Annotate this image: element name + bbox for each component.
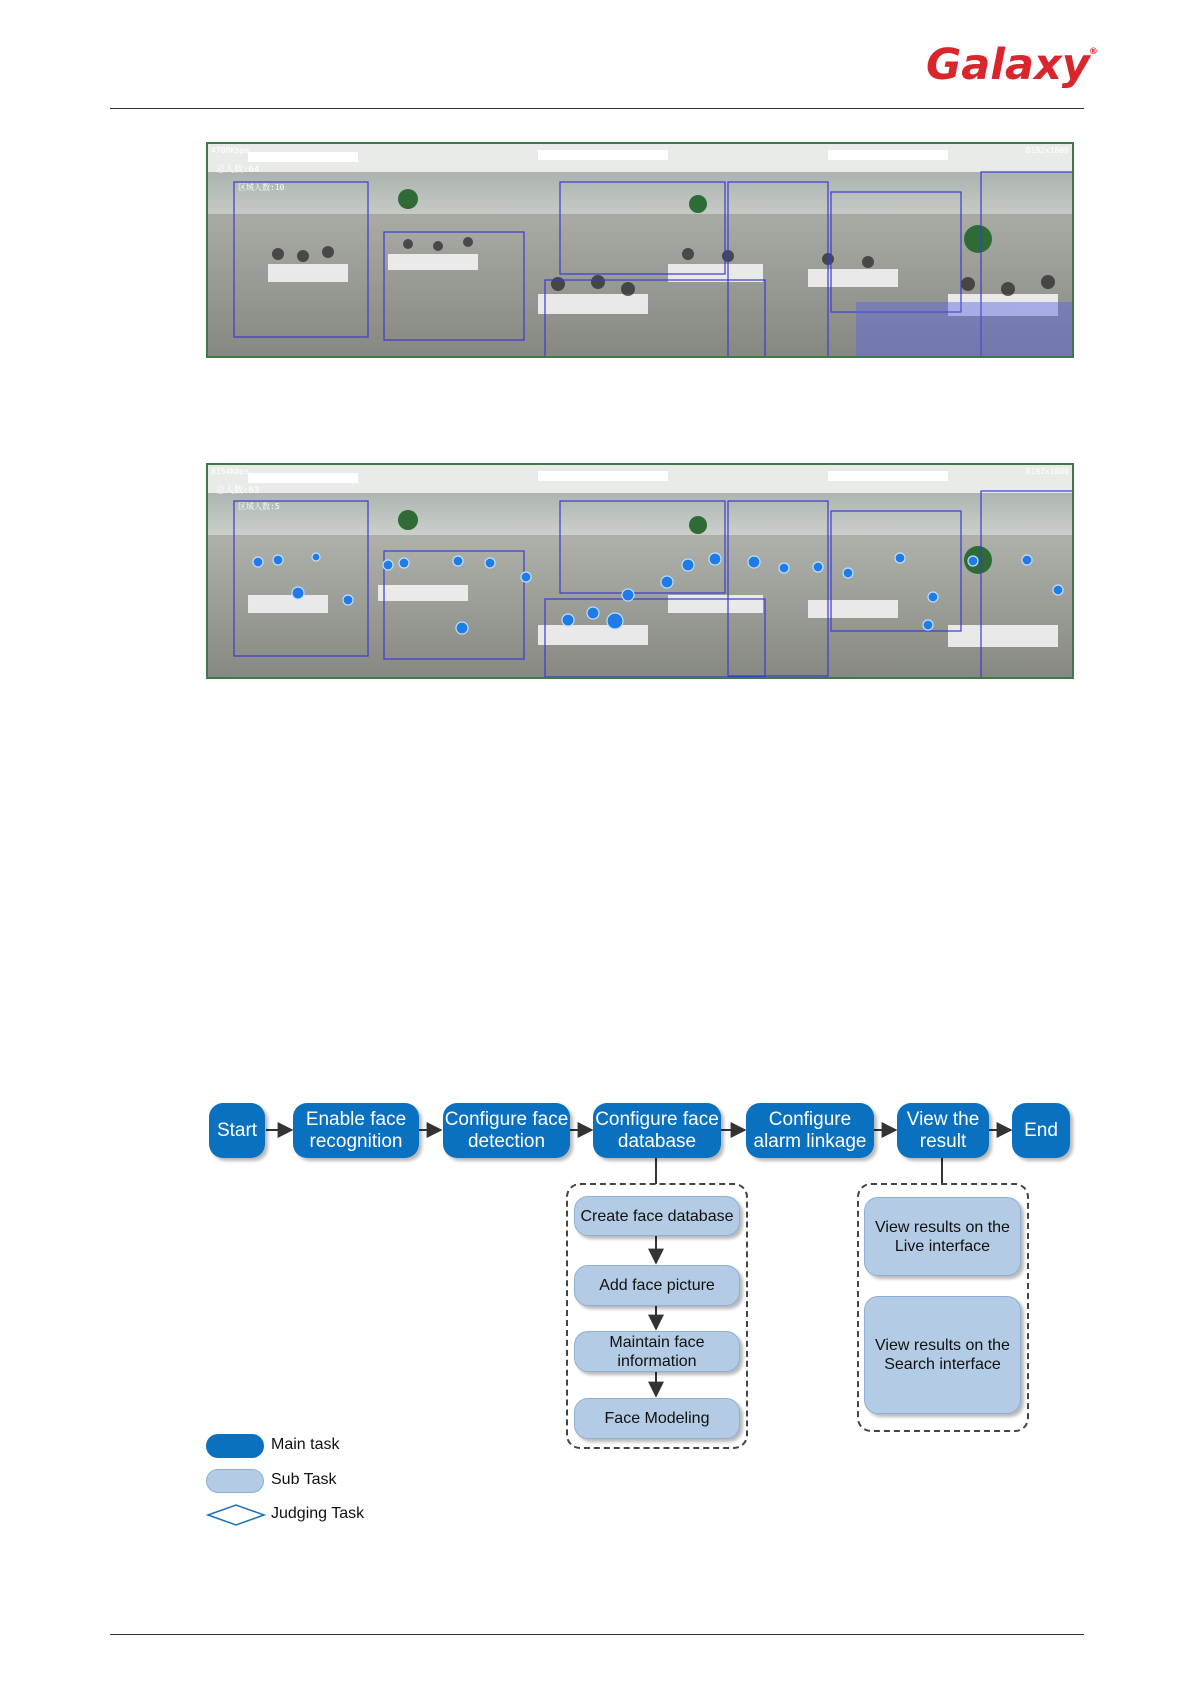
flow-step-start: Start <box>209 1103 265 1158</box>
subtask-view-results-live: View results on the Live interface <box>864 1197 1021 1276</box>
legend-sub-task-label: Sub Task <box>271 1471 337 1488</box>
flow-step-view-result: View the result <box>897 1103 989 1158</box>
flow-step-enable-face-recognition: Enable face recognition <box>293 1103 419 1158</box>
subtask-add-face-picture: Add face picture <box>574 1265 740 1306</box>
total-count-label: 总人数:64 <box>216 165 260 175</box>
brand-logo: Galaxy ® <box>926 40 1098 90</box>
flow-step-end: End <box>1012 1103 1070 1158</box>
legend-sub-task-swatch <box>206 1469 264 1493</box>
flow-step-configure-alarm-linkage: Configure alarm linkage <box>746 1103 874 1158</box>
region-count-label: 区域人数:5 <box>238 502 280 511</box>
resolution-readout: 8192x1800 <box>1025 146 1069 155</box>
flow-step-configure-face-database: Configure face database <box>593 1103 721 1158</box>
subtask-face-modeling: Face Modeling <box>574 1398 740 1439</box>
bitrate-readout: 4708Kbps <box>211 146 250 155</box>
legend-judging-task-diamond <box>206 1503 266 1527</box>
resolution-readout: 8192x1800 <box>1025 467 1069 476</box>
legend-main-task-label: Main task <box>271 1436 340 1453</box>
region-count-label: 区域人数:10 <box>238 183 285 192</box>
footer-rule <box>110 1634 1084 1635</box>
legend-judging-task-label: Judging Task <box>271 1505 365 1522</box>
subtask-create-face-database: Create face database <box>574 1196 740 1236</box>
flow-step-configure-face-detection: Configure face detection <box>443 1103 570 1158</box>
bitrate-readout: 8154Kbps <box>211 467 250 476</box>
total-count-label: 总人数:63 <box>216 486 260 496</box>
subtask-maintain-face-information: Maintain face information <box>574 1331 740 1372</box>
legend-main-task-swatch <box>206 1434 264 1458</box>
subtask-view-results-search: View results on the Search interface <box>864 1296 1021 1414</box>
